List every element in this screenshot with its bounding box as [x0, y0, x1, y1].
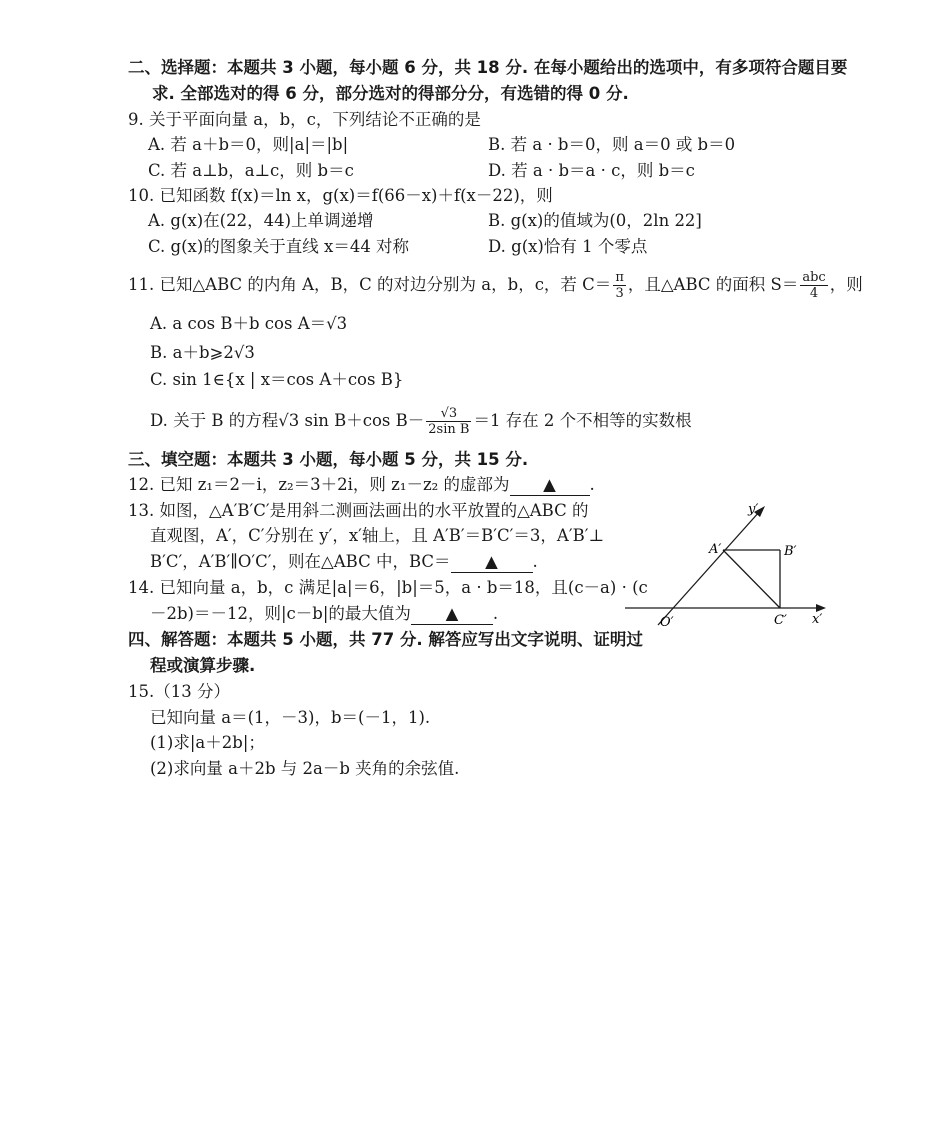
q15-part1: (1)求|a＋2b|； — [150, 733, 265, 752]
q11-option-d — [150, 404, 692, 438]
q11-stem-part2: ，且△ABC 的面积 S＝ — [627, 275, 799, 294]
label-c-prime: C′ — [774, 613, 787, 628]
segment-a-c — [723, 550, 780, 608]
q15-part2: (2)求向量 a＋2b 与 2a－b 夹角的余弦值. — [150, 759, 460, 778]
q15-header: 15.（13 分） — [128, 682, 230, 701]
q15-given: 已知向量 a＝(1，－3)，b＝(－1，1). — [150, 708, 431, 727]
q13-blank-mark: ▲ — [485, 552, 498, 571]
q11-fraction-s — [800, 270, 827, 301]
q13-answer-blank[interactable] — [451, 552, 533, 573]
q11-stem-part1: 11. 已知△ABC 的内角 A，B，C 的对边分别为 a，b，c，若 C＝ — [128, 275, 612, 294]
label-y-prime: y′ — [748, 502, 759, 517]
q13-line3-text: B′C′，A′B′∥O′C′，则在△ABC 中，BC＝ — [150, 552, 451, 571]
q14-line2-text: －2b)＝－12，则|c－b|的最大值为 — [150, 604, 411, 623]
section3-heading: 三、填空题：本题共 3 小题，每小题 5 分，共 15 分. — [128, 450, 529, 469]
label-a-prime: A′ — [709, 542, 722, 557]
q14-line2 — [150, 602, 498, 626]
q12-answer-blank[interactable] — [510, 475, 590, 496]
q11-frac-c-den: 3 — [615, 286, 624, 301]
q14-blank-mark: ▲ — [445, 604, 459, 623]
q12-end: . — [589, 475, 595, 494]
section4-heading-line1: 四、解答题：本题共 5 小题，共 77 分. 解答应写出文字说明、证明过 — [128, 630, 643, 649]
q11-option-d-fraction — [426, 406, 471, 437]
q11-stem-part3: ，则 — [829, 275, 863, 294]
q9-option-d: D. 若 a · b＝a · c，则 b＝c — [488, 161, 695, 180]
section2-heading-line1: 二、选择题：本题共 3 小题，每小题 6 分，共 18 分. 在每小题给出的选项中，有多项符合题目要 — [128, 58, 848, 77]
q13-line2: 直观图，A′，C′分别在 y′，x′轴上，且 A′B′＝B′C′＝3，A′B′⊥ — [150, 526, 604, 545]
q11-frac-s-num: abc — [802, 270, 826, 285]
q13-line3 — [150, 550, 538, 574]
q11-option-d-part1: D. 关于 B 的方程√3 sin B＋cos B－ — [150, 411, 425, 430]
q10-option-b: B. g(x)的值域为(0，2ln 22] — [488, 211, 702, 230]
q11-option-d-frac-den: 2sin B — [428, 422, 470, 437]
q13-end: . — [532, 552, 538, 571]
q11-fraction-c — [613, 270, 626, 301]
q13-figure — [620, 495, 835, 635]
q11-option-d-part2: ＝1 存在 2 个不相等的实数根 — [473, 411, 692, 430]
q11-stem — [128, 268, 863, 302]
x-axis-arrow-icon — [816, 604, 826, 612]
q14-answer-blank[interactable] — [411, 604, 493, 625]
q12-blank-mark: ▲ — [543, 475, 556, 494]
q11-frac-c-num: π — [615, 270, 624, 285]
q11-frac-s-den: 4 — [809, 286, 819, 301]
q12-text: 12. 已知 z₁＝2－i，z₂＝3＋2i，则 z₁－z₂ 的虚部为 — [128, 475, 510, 494]
q9-stem: 9. 关于平面向量 a，b，c，下列结论不正确的是 — [128, 110, 481, 129]
q10-option-d: D. g(x)恰有 1 个零点 — [488, 237, 648, 256]
q11-option-c: C. sin 1∈{x | x＝cos A＋cos B} — [150, 370, 404, 389]
q14-line1: 14. 已知向量 a，b，c 满足|a|＝6，|b|＝5，a · b＝18，且(c－a) · (c — [128, 578, 648, 597]
q9-option-a: A. 若 a＋b＝0，则|a|＝|b| — [148, 135, 349, 154]
q10-option-a: A. g(x)在(22，44)上单调递增 — [148, 211, 374, 230]
q14-end: . — [492, 604, 499, 623]
label-b-prime: B′ — [784, 544, 797, 559]
label-o-prime: O′ — [660, 615, 674, 630]
q12 — [128, 473, 595, 497]
q9-option-b: B. 若 a · b＝0，则 a＝0 或 b＝0 — [488, 135, 736, 154]
q11-option-b: B. a＋b⩾2√3 — [150, 343, 255, 362]
section4-heading-line2: 程或演算步骤. — [150, 656, 256, 675]
q13-line1: 13. 如图，△A′B′C′是用斜二测画法画出的水平放置的△ABC 的 — [128, 501, 589, 520]
section2-heading-line2: 求. 全部选对的得 6 分，部分选对的得部分分，有选错的得 0 分. — [152, 84, 629, 103]
q10-stem: 10. 已知函数 f(x)＝ln x，g(x)＝f(66－x)＋f(x－22)，则 — [128, 186, 553, 205]
label-x-prime: x′ — [812, 612, 823, 627]
q11-option-d-frac-num: √3 — [426, 406, 471, 422]
q10-option-c: C. g(x)的图象关于直线 x＝44 对称 — [148, 237, 410, 256]
q9-option-c: C. 若 a⊥b，a⊥c，则 b＝c — [148, 161, 354, 180]
q11-option-a: A. a cos B＋b cos A＝√3 — [150, 314, 348, 333]
